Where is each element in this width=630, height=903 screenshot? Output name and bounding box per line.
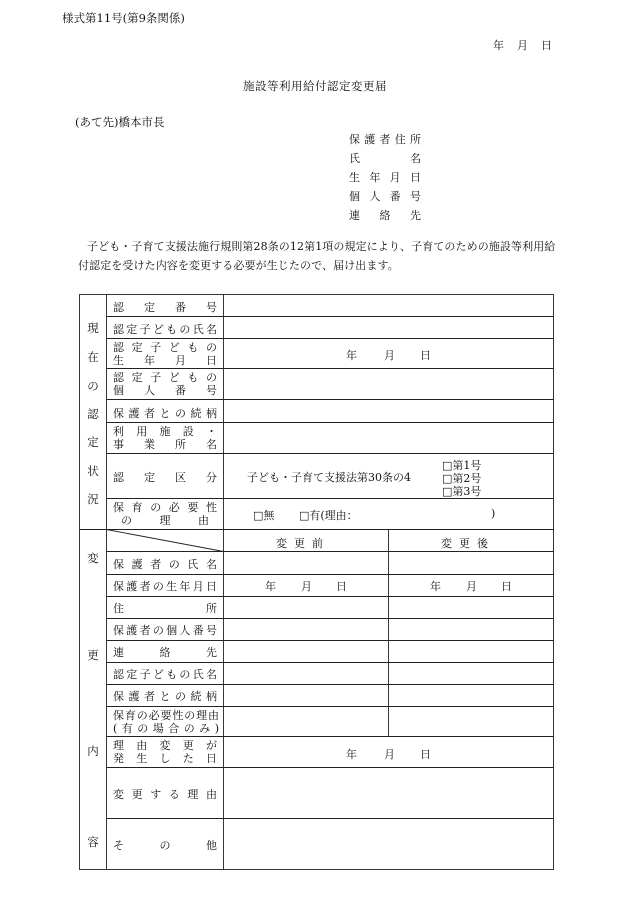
category-option-3[interactable]: □第3号 bbox=[442, 485, 482, 498]
label-facility: 利 用 施 設 ・ 事 業 所 名 bbox=[113, 425, 217, 451]
child-birth-year: 年 bbox=[346, 349, 357, 362]
label-necessity-2: 保 育 の 必 要 性 の 理 由 ( 有 の 場 合 の み ) bbox=[113, 709, 219, 735]
section-current-char-5: 定 bbox=[87, 435, 99, 449]
after-birth-year: 年 bbox=[430, 580, 441, 593]
child-birth-day: 日 bbox=[420, 349, 431, 362]
label-guardian-birth: 保 護 者 の 生 年 月 日 bbox=[113, 580, 217, 593]
section-change-char-1: 変 bbox=[87, 551, 99, 565]
section-current-char-4: 認 bbox=[87, 407, 99, 421]
form-number: 様式第11号(第9条関係) bbox=[62, 11, 185, 25]
reason-date-month: 月 bbox=[384, 748, 395, 761]
section-current-char-7: 況 bbox=[87, 492, 99, 506]
before-birth-day: 日 bbox=[336, 580, 347, 593]
section-change-char-3: 内 bbox=[87, 744, 99, 758]
label-relation: 保 護 者 と の 続 柄 bbox=[113, 407, 217, 420]
label-child-name-2: 認 定 子 ど も の 氏 名 bbox=[113, 668, 217, 681]
applicant-id-label: 個 人 番 号 bbox=[349, 190, 421, 203]
applicant-address-label: 保 護 者 住 所 bbox=[349, 133, 421, 146]
reason-date-day: 日 bbox=[420, 748, 431, 761]
category-value: 子ども・子育て支援法第30条の4 bbox=[247, 471, 411, 484]
applicant-contact-label: 連 絡 先 bbox=[349, 209, 421, 222]
col-before-header: 変更前 bbox=[276, 537, 330, 550]
section-current-char-1: 現 bbox=[87, 321, 99, 335]
col-after-header: 変更後 bbox=[441, 537, 495, 550]
label-child-id: 認 定 子 ど も の 個 人 番 号 bbox=[113, 371, 217, 397]
necessity-none-checkbox[interactable]: □無 bbox=[253, 509, 275, 522]
child-birth-month: 月 bbox=[384, 349, 395, 362]
applicant-name-label: 氏 名 bbox=[349, 152, 421, 165]
before-birth-year: 年 bbox=[265, 580, 276, 593]
label-child-name: 認 定 子 ど も の 氏 名 bbox=[113, 323, 217, 336]
label-reason: 変 更 す る 理 由 bbox=[113, 788, 217, 801]
intro-paragraph: 子ども・子育て支援法施行規則第28条の12第1項の規定により、子育てのための施設等利用給付認定を受けた内容を変更する必要が生じたので、届け出ます。 bbox=[78, 240, 556, 272]
label-cert-number: 認 定 番 号 bbox=[113, 301, 217, 314]
before-birth-month: 月 bbox=[301, 580, 312, 593]
label-guardian-id: 保 護 者 の 個 人 番 号 bbox=[113, 624, 217, 637]
label-address: 住 所 bbox=[113, 602, 217, 615]
necessity-close-paren: ) bbox=[491, 507, 496, 520]
label-other: そ の 他 bbox=[113, 839, 217, 852]
section-current-char-6: 状 bbox=[87, 464, 99, 478]
after-birth-day: 日 bbox=[501, 580, 512, 593]
label-category: 認 定 区 分 bbox=[113, 471, 217, 484]
label-relation-2: 保 護 者 と の 続 柄 bbox=[113, 690, 217, 703]
applicant-birth-label: 生 年 月 日 bbox=[349, 171, 421, 184]
section-change-char-4: 容 bbox=[87, 835, 99, 849]
addressee: (あて先)橋本市長 bbox=[75, 115, 165, 129]
page-title: 施設等利用給付認定変更届 bbox=[243, 79, 387, 93]
label-contact: 連 絡 先 bbox=[113, 646, 217, 659]
label-guardian-name: 保 護 者 の 氏 名 bbox=[113, 558, 217, 571]
label-reason-date: 理 由 変 更 が 発 生 し た 日 bbox=[113, 739, 217, 765]
category-option-2[interactable]: □第2号 bbox=[442, 472, 482, 485]
label-necessity: 保 育 の 必 要 性 の 理 由 bbox=[113, 501, 217, 527]
label-child-birth: 認 定 子 ど も の 生 年 月 日 bbox=[113, 341, 217, 367]
date-year: 年 bbox=[493, 39, 504, 52]
section-current-char-2: 在 bbox=[87, 350, 99, 364]
reason-date-year: 年 bbox=[346, 748, 357, 761]
section-change-char-2: 更 bbox=[87, 648, 99, 662]
section-current-char-3: の bbox=[87, 379, 99, 393]
date-month: 月 bbox=[517, 39, 528, 52]
after-birth-month: 月 bbox=[466, 580, 477, 593]
category-option-1[interactable]: □第1号 bbox=[442, 459, 482, 472]
date-day: 日 bbox=[541, 39, 552, 52]
necessity-yes-checkbox[interactable]: □有(理由： bbox=[299, 509, 358, 522]
